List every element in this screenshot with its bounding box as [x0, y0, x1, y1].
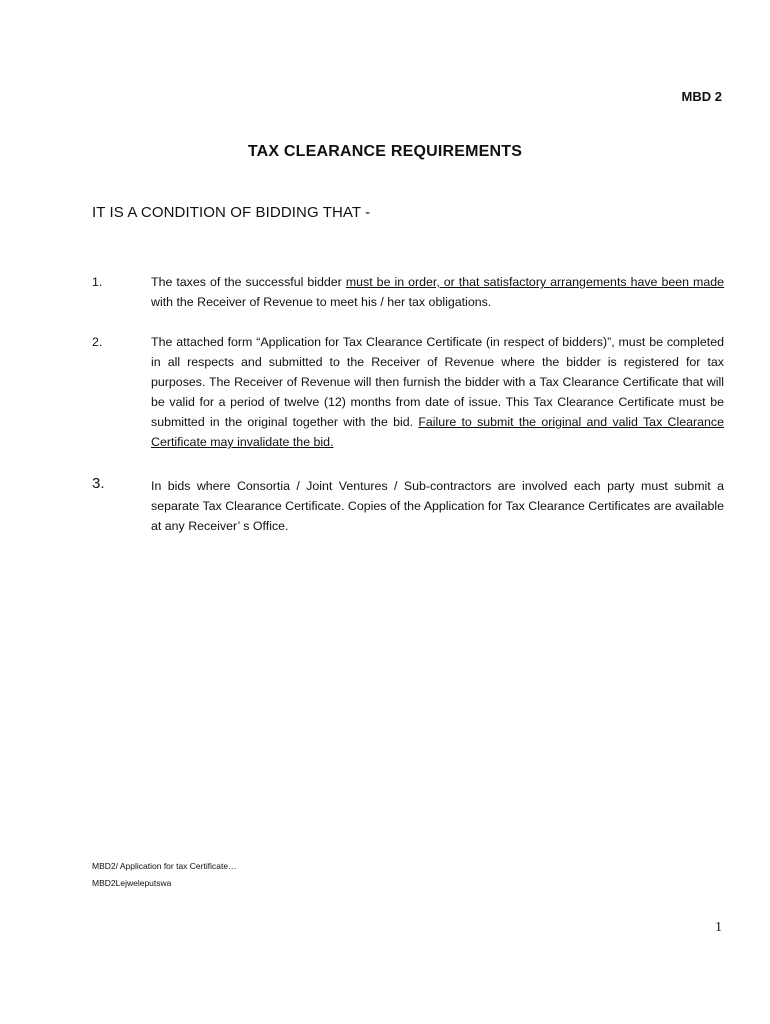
footer: [92, 858, 237, 892]
item-number: 3.: [92, 475, 105, 492]
page-number: 1: [715, 920, 722, 935]
item-text-plain: The attached form “Application for Tax Clearance Certificate (in respect of bidders)”, must be completed in all respects and submitted to the Receiver of Revenue where the bidder is registered for tax purposes. The Receiver of Revenue will then furnish the bidder with a Tax Clearance Certificate that will be valid for a period of twelve (12) months from date of issue. This Tax Clearance Certificate must be submitted in the original together with the bid.: [151, 335, 724, 429]
form-code: MBD 2: [681, 89, 722, 104]
item-text: [151, 476, 724, 536]
item-number: 2.: [92, 335, 103, 349]
requirement-item-1: [92, 272, 724, 312]
item-text-plain: The taxes of the successful bidder: [151, 275, 346, 289]
item-text: [151, 272, 724, 312]
item-text: [151, 332, 724, 452]
item-text-underlined: Failure to submit the original and valid Tax Clearance Certificate may invalidate the bid.: [151, 415, 725, 449]
footer-line-2: MBD2Lejweleputswa: [92, 878, 172, 888]
item-number: 1.: [92, 275, 103, 289]
page-title: TAX CLEARANCE REQUIREMENTS: [247, 143, 523, 160]
item-text-underlined: must be in order, or that satisfactory arrangements have been made: [345, 275, 725, 289]
requirement-item-2: [92, 332, 724, 452]
item-text-plain: In bids where Consortia / Joint Ventures / Sub-contractors are involved each party must submit a separate Tax Clearance Certificate. Copies of the Application for Tax Clearance Certificates are available at any Receiver’ s Office.: [151, 479, 724, 533]
item-text-plain-after: with the Receiver of Revenue to meet his / her tax obligations.: [151, 295, 492, 309]
requirement-item-3: [92, 476, 724, 536]
footer-line-1: MBD2/ Application for tax Certificate…: [92, 861, 237, 871]
condition-heading: IT IS A CONDITION OF BIDDING THAT -: [92, 204, 371, 221]
